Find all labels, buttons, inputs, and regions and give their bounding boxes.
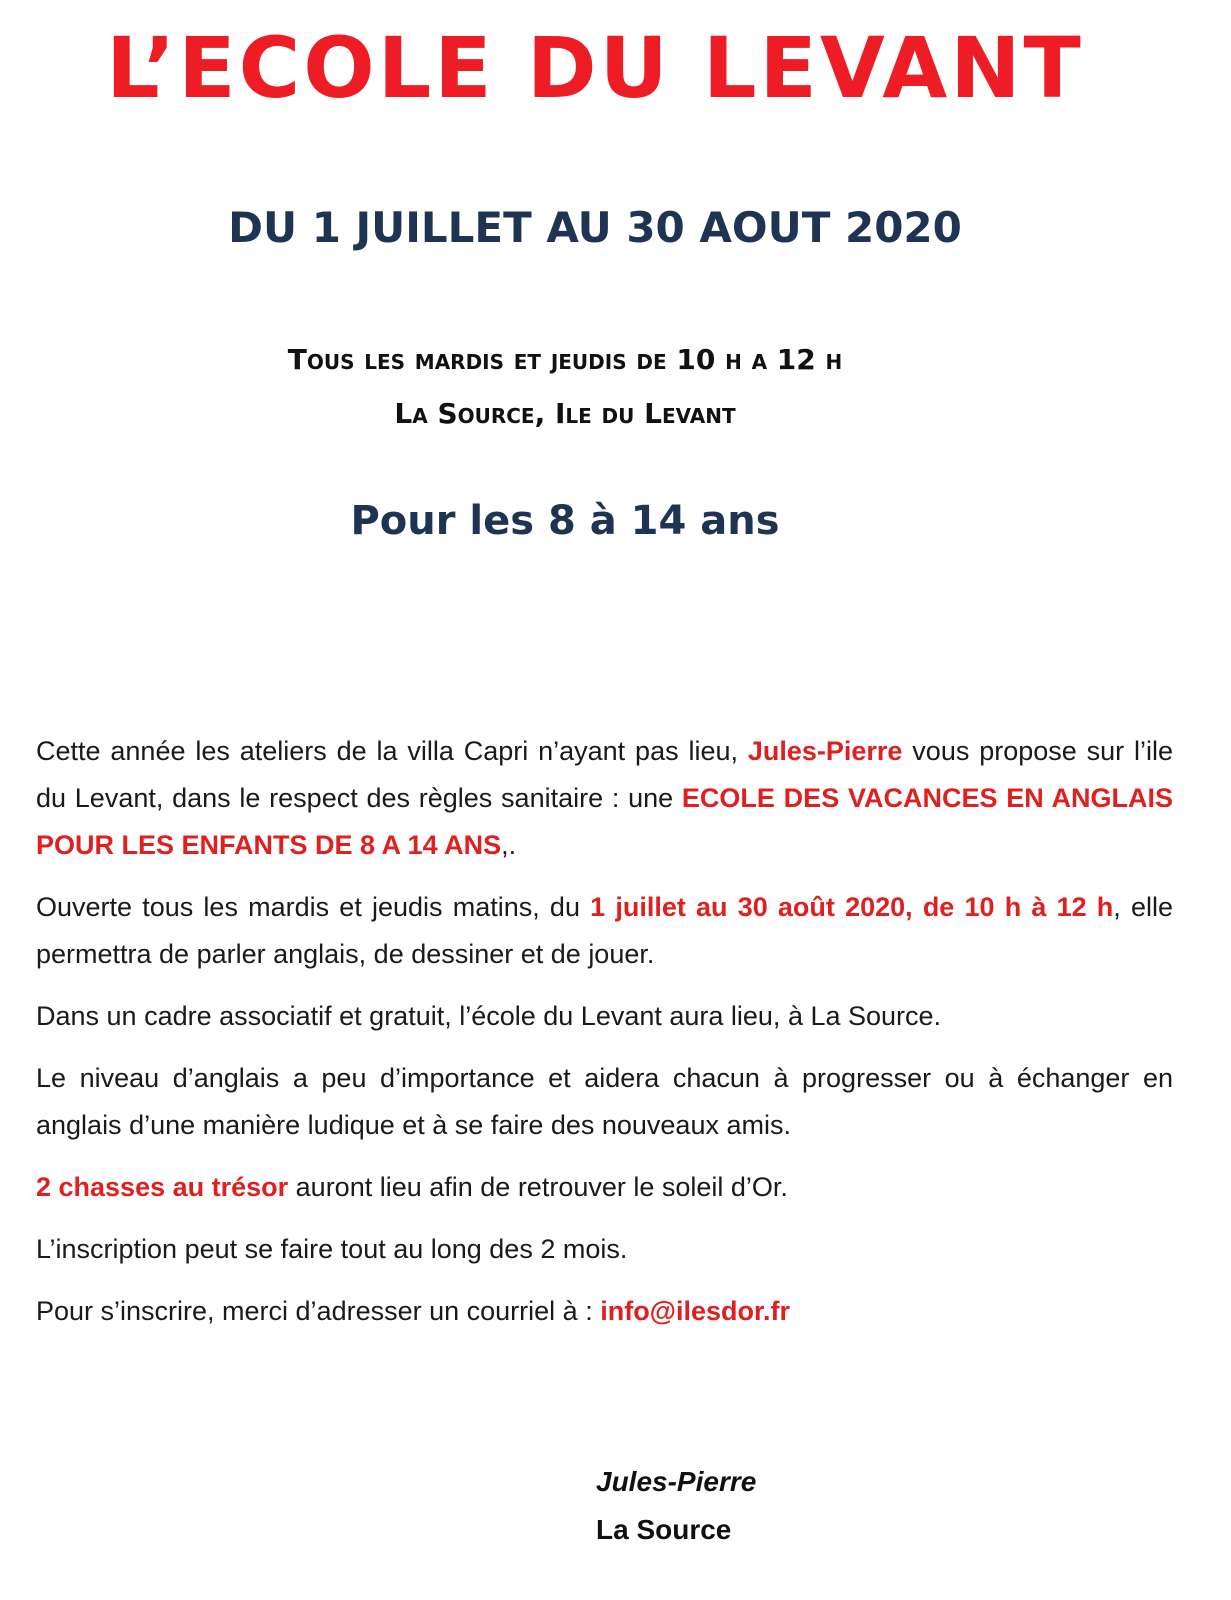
school-description: ECOLE DES VACANCES EN ANGLAIS POUR LES ENFANTS DE 8 A 14 ANS: [36, 783, 1173, 860]
paragraph-registration: L’inscription peut se faire tout au long des 2 mois.: [36, 1234, 628, 1264]
signature-place: La Source: [596, 1514, 732, 1545]
schedule-days-hours: Tous les mardis et jeudis de 10 h a 12 h: [287, 343, 843, 376]
contact-email: info@ilesdor.fr: [600, 1296, 791, 1326]
intro-text-2: vous propose sur l’ile du Levant, dans le respect des règles sanitaire : une: [36, 736, 1173, 813]
event-dates: DU 1 JUILLET AU 30 AOUT 2020: [228, 203, 962, 252]
paragraph-treasure-hunt: [36, 1164, 1173, 1211]
paragraph-contact: [36, 1288, 1173, 1335]
body-text: [36, 728, 1173, 1350]
organizer-name: Jules-Pierre: [747, 736, 903, 766]
age-range: Pour les 8 à 14 ans: [350, 498, 780, 544]
paragraph-location: Dans un cadre associatif et gratuit, l’école du Levant aura lieu, à La Source.: [36, 1001, 942, 1031]
intro-punctuation: ,.: [501, 830, 517, 860]
paragraph-level: Le niveau d’anglais a peu d’importance et aidera chacun à progresser ou à échanger en anglais d’une manière ludique et à se faire des nouveaux amis.: [36, 1063, 1173, 1140]
signature-name: Jules-Pierre: [596, 1466, 757, 1497]
schedule-text: Ouverte tous les mardis et jeudis matins, du: [36, 892, 591, 922]
schedule-text-2: , elle permettra de parler anglais, de dessiner et de jouer.: [36, 892, 1173, 969]
treasure-hunt-text: auront lieu afin de retrouver le soleil d’Or.: [288, 1172, 788, 1202]
document-title: L’ECOLE DU LEVANT: [106, 19, 1084, 117]
intro-text: Cette année les ateliers de la villa Capri n’ayant pas lieu,: [36, 736, 748, 766]
schedule-location: La Source, Ile du Levant: [394, 397, 736, 430]
schedule-dates-highlight: 1 juillet au 30 août 2020, de 10 h à 12 h: [590, 892, 1114, 922]
paragraph-schedule: [36, 884, 1173, 978]
treasure-hunt-highlight: 2 chasses au trésor: [36, 1172, 289, 1202]
contact-text: Pour s’inscrire, merci d’adresser un courriel à :: [36, 1296, 601, 1326]
paragraph-intro: [36, 728, 1173, 869]
